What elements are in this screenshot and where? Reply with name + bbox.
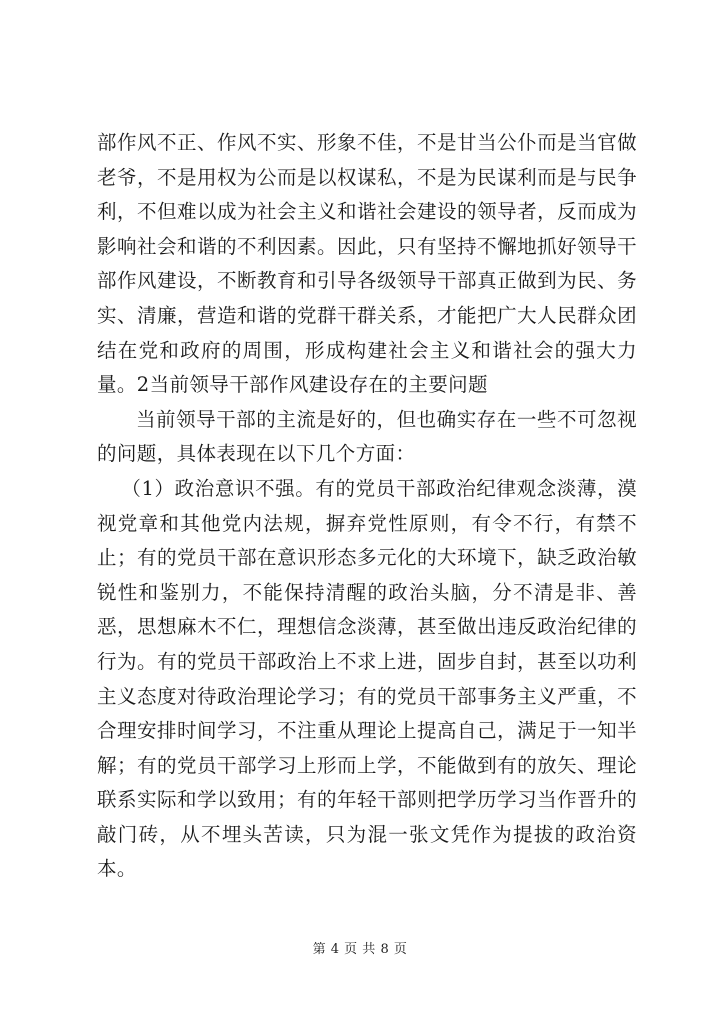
page-number-footer: 第 4 页 共 8 页 [312,942,408,957]
document-body [97,126,637,887]
paragraph-continuation: 部作风不正、作风不实、形象不佳，不是甘当公仆而是当官做老爷，不是用权为公而是以权谋私，不是为民谋利而是与民争利，不但难以成为社会主义和谐社会建设的领导者，反而成为影响社会和谐的不利因素。因此，只有坚持不懈地抓好领导干部作风建设，不断教育和引导各级领导干部真正做到为民、务实、清廉，营造和谐的党群干群关系，才能把广大人民群众团结在党和政府的周围，形成构建社会主义和谐社会的强大力量。2当前领导干部作风建设存在的主要问题 [97,131,637,397]
paragraph-political-awareness: （1）政治意识不强。有的党员干部政治纪律观念淡薄，漠视党章和其他党内法规，摒弃党性原则，有令不行，有禁不止；有的党员干部在意识形态多元化的大环境下，缺乏政治敏锐性和鉴别力，不能保持清醒的政治头脑，分不清是非、善恶，思想麻木不仁，理想信念淡薄，甚至做出违反政治纪律的行为。有的党员干部政治上不求上进，固步自封，甚至以功利主义态度对待政治理论学习；有的党员干部事务主义严重，不合理安排时间学习，不注重从理论上提高自己，满足于一知半解；有的党员干部学习上形而上学，不能做到有的放矢、理论联系实际和学以致用；有的年轻干部则把学历学习当作晋升的敲门砖，从不埋头苦读，只为混一张文凭作为提拔的政治资本。 [97,476,637,881]
paragraph-intro: 当前领导干部的主流是好的，但也确实存在一些不可忽视的问题，具体表现在以下几个方面： [97,407,637,466]
